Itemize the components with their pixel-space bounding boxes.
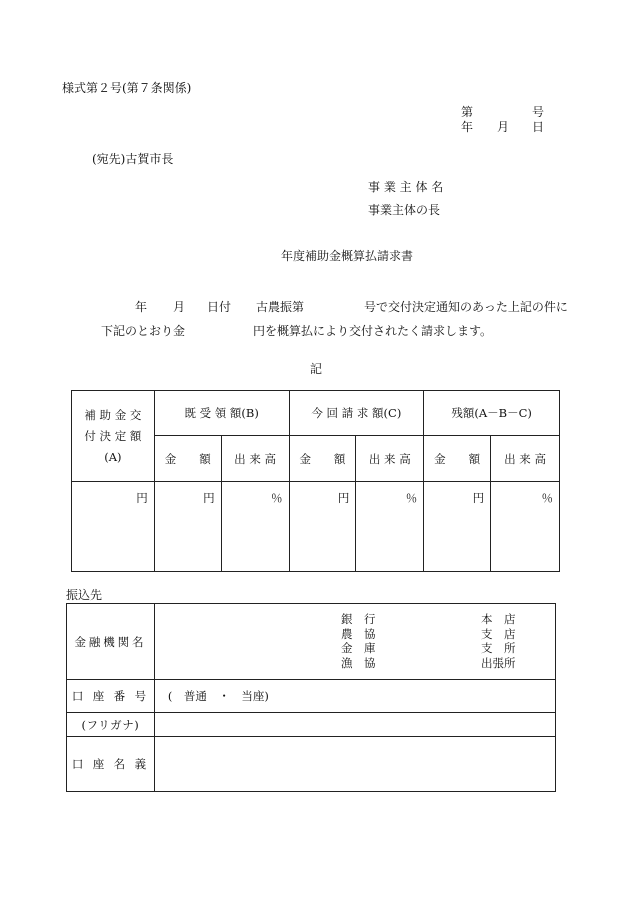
entity-head-label: 事業主体の長 <box>368 203 441 217</box>
institution-name-label: 金融機関名 <box>67 604 155 680</box>
furigana-cell <box>154 713 555 737</box>
body-year: 年 <box>135 300 148 314</box>
body-amount-suffix: 円を概算払により交付されたく請求します。 <box>253 324 493 338</box>
account-type: ( 普通 ・ 当座) <box>167 689 269 703</box>
transfer-destination-label: 振込先 <box>66 588 103 602</box>
account-number-label: 口 座 番 号 <box>67 680 155 713</box>
branch-type-list: 本 店 支 店 支 所 出張所 <box>481 612 516 670</box>
subsidy-decision-value-cell: 円 <box>72 482 155 572</box>
bank-type-list: 銀 行 農 協 金 庫 漁 協 <box>341 612 376 670</box>
current-amount-value-cell: 円 <box>289 482 356 572</box>
date-year: 年 <box>461 120 474 134</box>
received-progress-subheader: 出 来 高 <box>221 436 289 482</box>
form-number: 様式第２号(第７条関係) <box>62 81 192 95</box>
current-progress-value-cell: ％ <box>356 482 424 572</box>
current-progress-subheader: 出 来 高 <box>356 436 424 482</box>
account-number-cell <box>154 680 555 713</box>
remaining-progress-value-cell: ％ <box>491 482 560 572</box>
remaining-amount-value-cell: 円 <box>424 482 491 572</box>
received-amount-value-cell: 円 <box>154 482 221 572</box>
document-title: 年度補助金概算払請求書 <box>281 249 414 263</box>
remaining-amount-header: 残額(A－B－C) <box>424 391 560 436</box>
subsidy-decision-header: 補 助 金 交 付 決 定 額 (A) <box>72 391 155 482</box>
remaining-amount-subheader: 金 額 <box>424 436 491 482</box>
account-holder-cell <box>154 737 555 792</box>
body-amount-prefix: 下記のとおり金 <box>101 324 186 338</box>
body-ref-prefix: 古農振第 <box>256 300 305 314</box>
remaining-progress-subheader: 出 来 高 <box>491 436 560 482</box>
received-amount-header: 既 受 領 額(B) <box>154 391 289 436</box>
ki-marker: 記 <box>310 362 323 376</box>
received-amount-subheader: 金 額 <box>154 436 221 482</box>
date-month: 月 <box>497 120 510 134</box>
body-day-suffix: 日付 <box>207 300 232 314</box>
body-ref-suffix: 号で交付決定通知のあった上記の件に <box>364 300 568 314</box>
received-progress-value-cell: ％ <box>221 482 289 572</box>
addressee: (宛先)古賀市長 <box>92 152 174 166</box>
document-number-prefix: 第 <box>461 105 474 119</box>
document-number-suffix: 号 <box>532 105 545 119</box>
date-day: 日 <box>532 120 545 134</box>
furigana-label: (フリガナ) <box>67 713 155 737</box>
current-amount-subheader: 金 額 <box>289 436 356 482</box>
subsidy-table <box>71 390 560 572</box>
current-request-header: 今 回 請 求 額(C) <box>289 391 424 436</box>
body-month: 月 <box>173 300 186 314</box>
entity-name-label: 事 業 主 体 名 <box>368 180 444 194</box>
account-holder-label: 口 座 名 義 <box>67 737 155 792</box>
